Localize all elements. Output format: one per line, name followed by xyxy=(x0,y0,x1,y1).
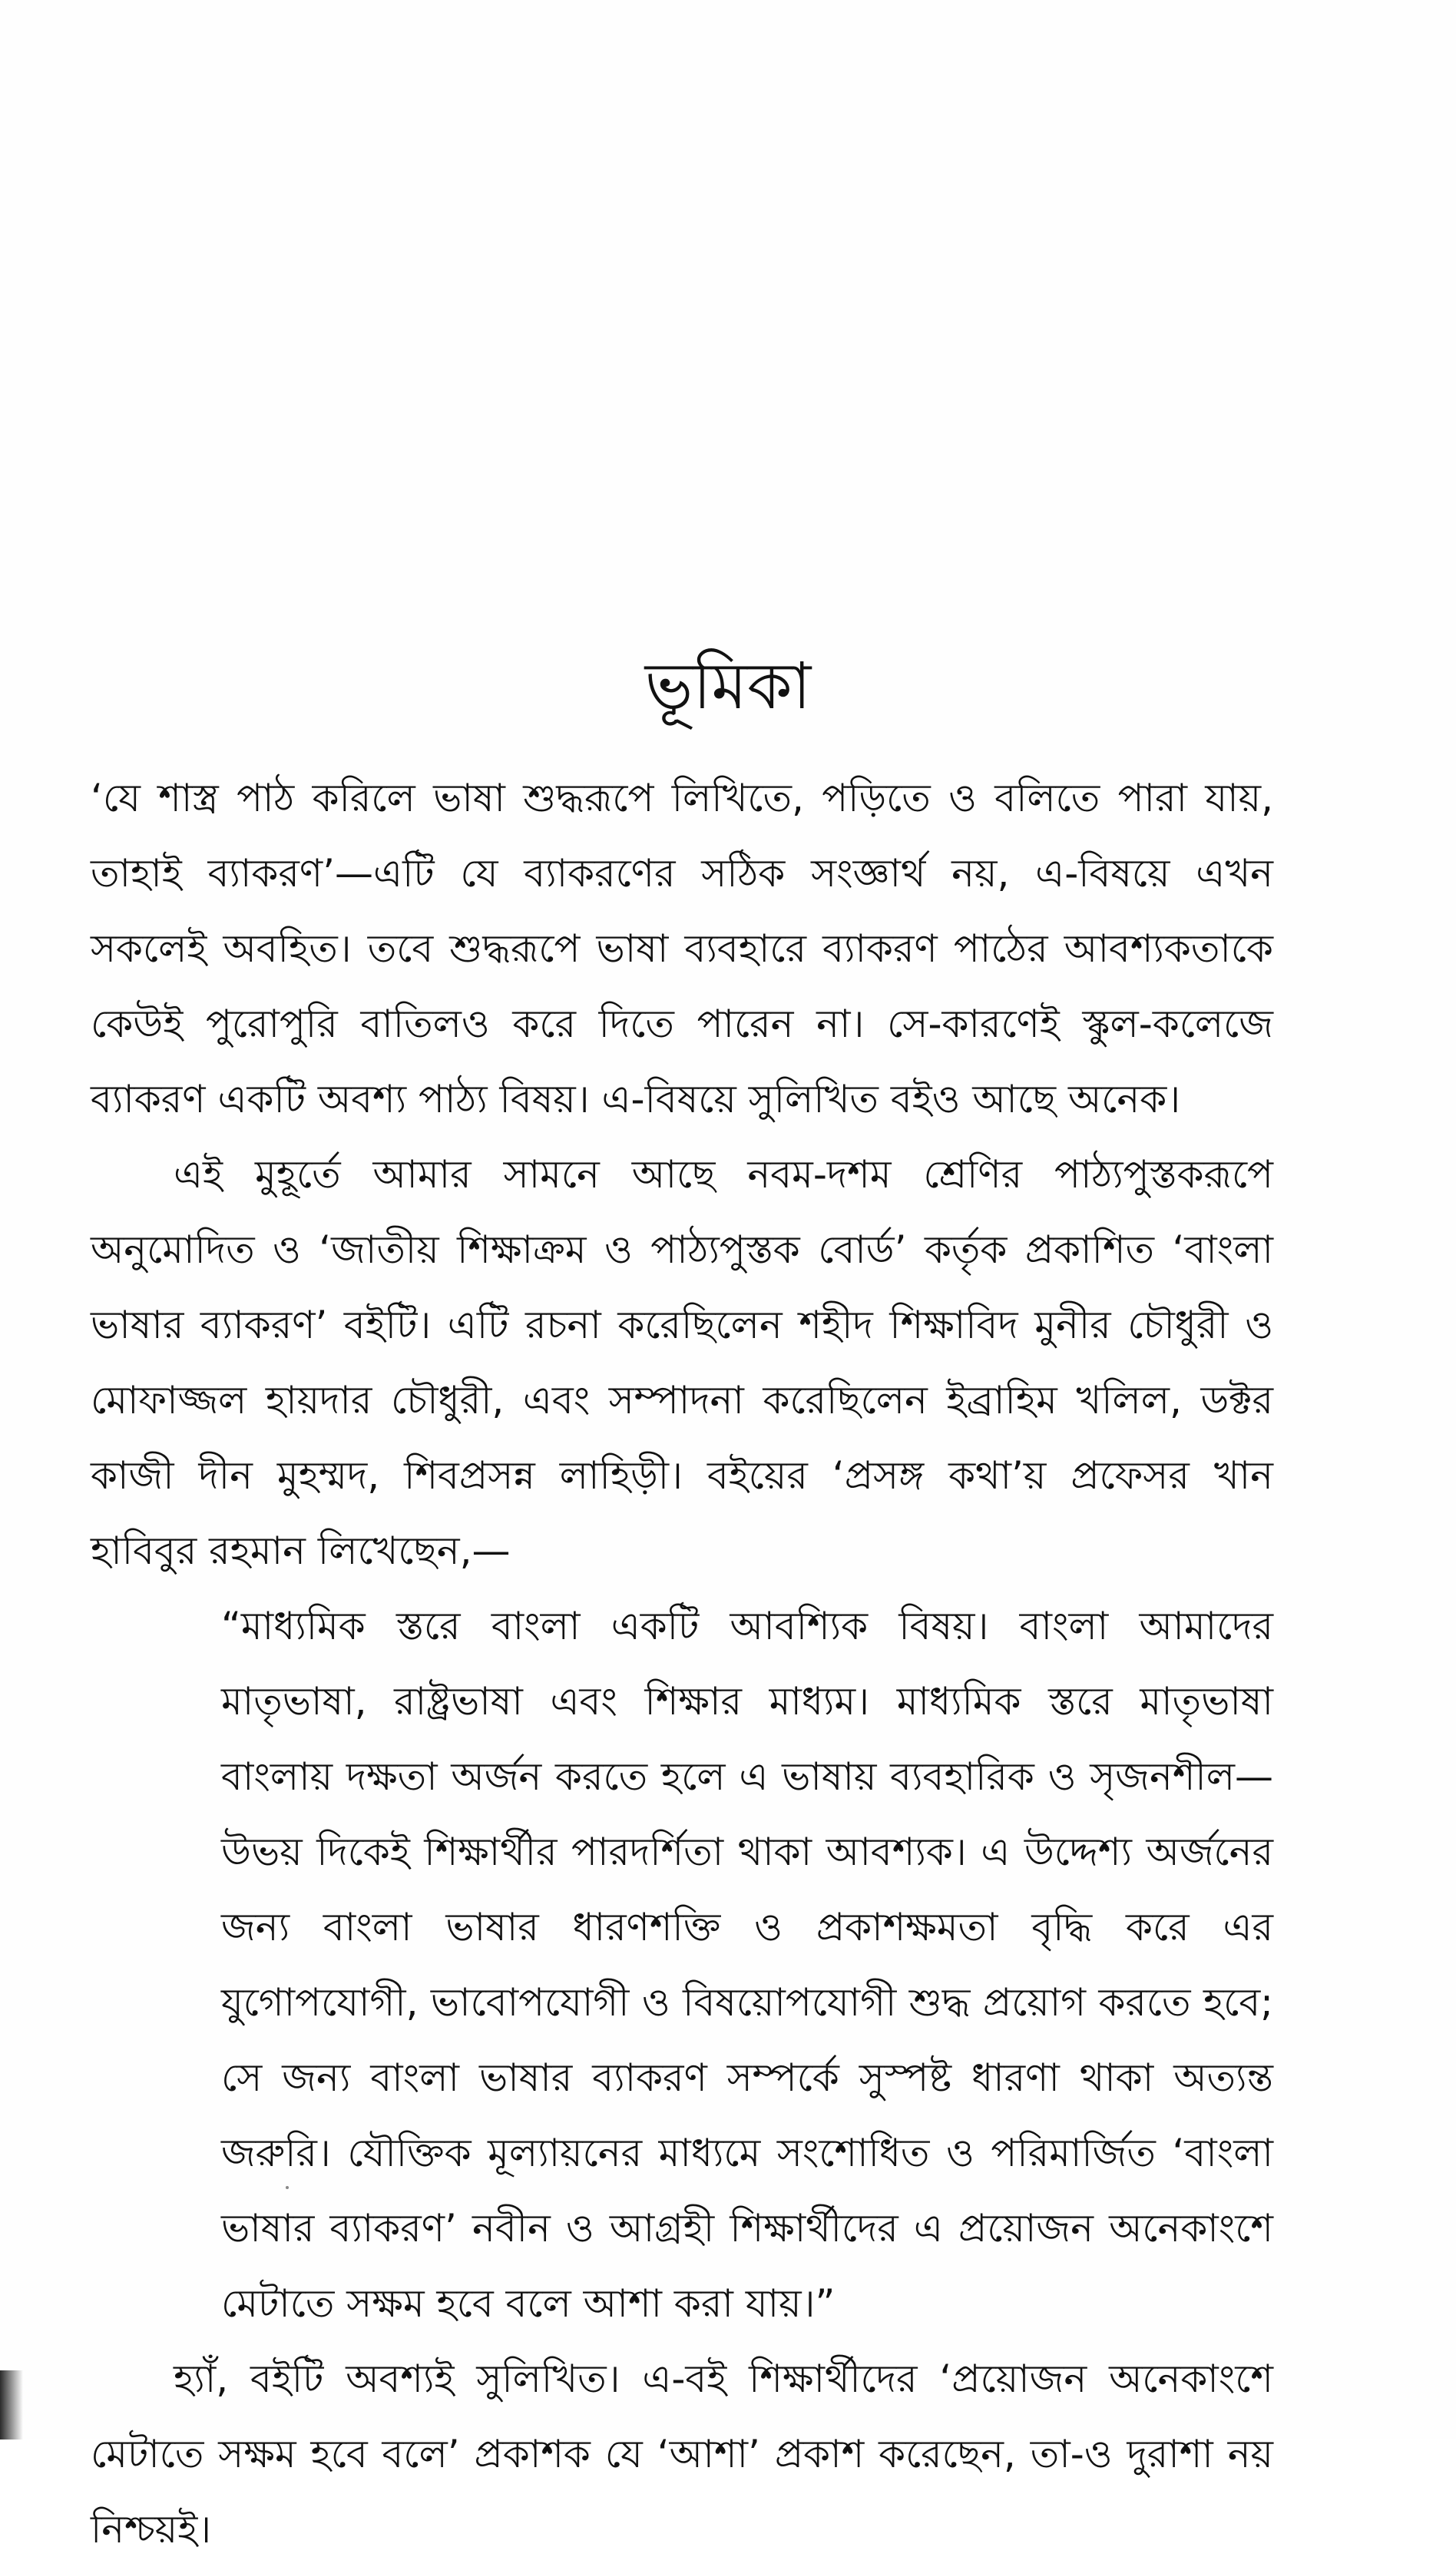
page-title: ভূমিকা xyxy=(644,648,812,724)
paragraph-conclusion: হ্যাঁ, বইটি অবশ্যই সুলিখিত। এ-বই শিক্ষার্থীদের ‘প্রয়োজন অনেকাংশে মেটাতে সক্ষম হবে বলে’ প্রকাশক যে ‘আশা’ প্রকাশ করেছেন, তা-ও দুরাশা নয় নিশ্চয়ই। xyxy=(91,2357,1273,2552)
paragraph-book-details: এই মুহূর্তে আমার সামনে আছে নবম-দশম শ্রেণির পাঠ্যপুস্তকরূপে অনুমোদিত ও ‘জাতীয় শিক্ষাক্রম ও পাঠ্যপুস্তক বোর্ড’ কর্তৃক প্রকাশিত ‘বাংলা ভাষার ব্যাকরণ’ বইটি। এটি রচনা করেছিলেন শহীদ শিক্ষাবিদ মুনীর চৌধুরী ও মোফাজ্জল হায়দার চৌধুরী, এবং সম্পাদনা করেছিলেন ইব্রাহিম খলিল, ডক্টর কাজী দীন মুহম্মদ, শিবপ্রসন্ন লাহিড়ী। বইয়ের ‘প্রসঙ্গ কথা’য় প্রফেসর খান হাবিবুর রহমান লিখেছেন,— xyxy=(91,1152,1273,1573)
body-text xyxy=(91,760,1273,2567)
scan-edge-shadow xyxy=(0,2370,23,2439)
paper-speck xyxy=(286,2186,289,2189)
paragraph-definition: ‘যে শাস্ত্র পাঠ করিলে ভাষা শুদ্ধরূপে লিখিতে, পড়িতে ও বলিতে পারা যায়, তাহাই ব্যাকরণ’—এটি যে ব্যাকরণের সঠিক সংজ্ঞার্থ নয়, এ-বিষয়ে এখন সকলেই অবহিত। তবে শুদ্ধরূপে ভাষা ব্যবহারে ব্যাকরণ পাঠের আবশ্যকতাকে কেউই পুরোপুরি বাতিলও করে দিতে পারেন না। সে-কারণেই স্কুল-কলেজে ব্যাকরণ একটি অবশ্য পাঠ্য বিষয়। এ-বিষয়ে সুলিখিত বইও আছে অনেক। xyxy=(91,776,1273,1121)
block-quote: “মাধ্যমিক স্তরে বাংলা একটি আবশ্যিক বিষয়। বাংলা আমাদের মাতৃভাষা, রাষ্ট্রভাষা এবং শিক্ষার মাধ্যম। মাধ্যমিক স্তরে মাতৃভাষা বাংলায় দক্ষতা অর্জন করতে হলে এ ভাষায় ব্যবহারিক ও সৃজনশীল— উভয় দিকেই শিক্ষার্থীর পারদর্শিতা থাকা আবশ্যক। এ উদ্দেশ্য অর্জনের জন্য বাংলা ভাষার ধারণশক্তি ও প্রকাশক্ষমতা বৃদ্ধি করে এর যুগোপযোগী, ভাবোপযোগী ও বিষয়োপযোগী শুদ্ধ প্রয়োগ করতে হবে; সে জন্য বাংলা ভাষার ব্যাকরণ সম্পর্কে সুস্পষ্ট ধারণা থাকা অত্যন্ত জরুরি। যৌক্তিক মূল্যায়নের মাধ্যমে সংশোধিত ও পরিমার্জিত ‘বাংলা ভাষার ব্যাকরণ’ নবীন ও আগ্রহী শিক্ষার্থীদের এ প্রয়োজন অনেকাংশে মেটাতে সক্ষম হবে বলে আশা করা যায়।” xyxy=(221,1604,1273,2326)
